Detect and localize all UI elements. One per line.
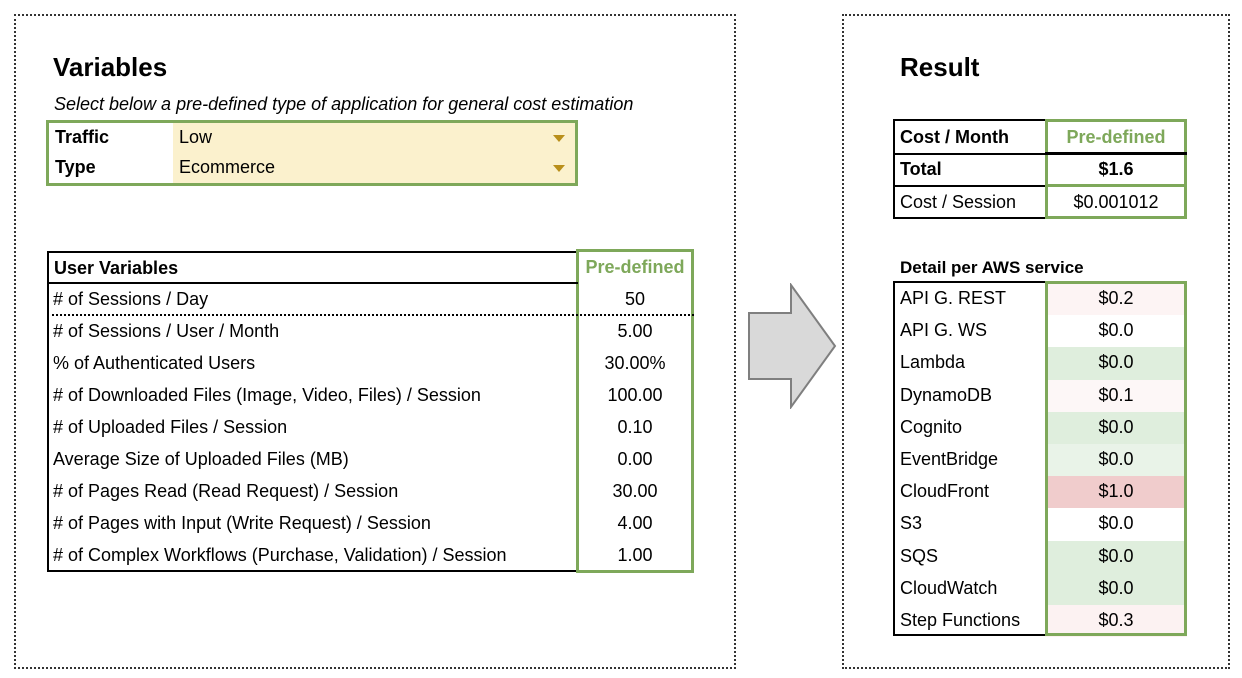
- cost-predefined-header: Pre-defined: [1066, 127, 1166, 147]
- service-cost: $0.0: [1098, 545, 1134, 566]
- user-variable-label: % of Authenticated Users: [53, 353, 256, 373]
- service-cost: $0.0: [1098, 320, 1134, 341]
- user-variable-value[interactable]: 0.10: [617, 417, 653, 437]
- application-selector: [46, 120, 578, 186]
- service-name: SQS: [900, 545, 939, 566]
- service-name: Lambda: [900, 352, 966, 373]
- user-variable-label: # of Sessions / User / Month: [53, 321, 280, 341]
- traffic-value: Low: [179, 127, 213, 147]
- user-variable-value[interactable]: 1.00: [617, 545, 653, 565]
- user-variable-label: # of Pages Read (Read Request) / Session: [53, 481, 399, 501]
- user-variable-label: Average Size of Uploaded Files (MB): [53, 449, 349, 469]
- row-divider: [893, 153, 1047, 155]
- service-name: API G. WS: [900, 320, 988, 341]
- traffic-row: [49, 123, 575, 153]
- aws-service-detail-table: [893, 281, 1187, 636]
- user-variable-label: # of Downloaded Files (Image, Video, Files) / Session: [53, 385, 481, 405]
- user-variable-value[interactable]: 30.00%: [604, 353, 666, 373]
- service-cost: $0.0: [1098, 416, 1134, 437]
- user-variable-value[interactable]: 30.00: [612, 481, 658, 501]
- row-divider: [1045, 152, 1187, 155]
- arrow-right-icon: [747, 283, 839, 409]
- total-label: Total: [900, 159, 942, 179]
- service-cost: $0.0: [1098, 577, 1134, 598]
- chevron-down-icon[interactable]: [553, 165, 565, 172]
- service-cost: $0.0: [1098, 352, 1134, 373]
- user-variable-value[interactable]: 50: [624, 289, 646, 309]
- type-value: Ecommerce: [179, 157, 276, 177]
- variables-subtitle: Select below a pre-defined type of application for general cost estimation: [54, 94, 634, 114]
- service-cost: $0.0: [1098, 513, 1134, 534]
- row-divider: [47, 314, 694, 316]
- total-value: $1.6: [1098, 159, 1134, 179]
- service-name-column: [893, 281, 1047, 636]
- service-cost: $0.3: [1098, 610, 1134, 630]
- user-variable-label: # of Sessions / Day: [53, 289, 209, 309]
- user-variable-value[interactable]: 100.00: [607, 385, 663, 405]
- user-variables-header: User Variables: [54, 258, 179, 278]
- service-cost: $0.1: [1098, 384, 1134, 405]
- service-cost: $0.2: [1098, 288, 1134, 308]
- cost-month-header: Cost / Month: [900, 127, 1009, 147]
- service-name: DynamoDB: [900, 384, 993, 405]
- chevron-down-icon[interactable]: [553, 135, 565, 142]
- service-name: EventBridge: [900, 449, 999, 469]
- traffic-label: Traffic: [55, 127, 110, 147]
- service-name: Step Functions: [900, 610, 1021, 630]
- cost-session-label: Cost / Session: [900, 192, 1017, 212]
- user-variable-value[interactable]: 0.00: [617, 449, 653, 469]
- service-cost: $1.0: [1098, 481, 1134, 502]
- row-divider: [1045, 184, 1187, 187]
- predefined-header: Pre-defined: [585, 257, 685, 277]
- service-name: API G. REST: [900, 288, 1007, 308]
- service-name: Cognito: [900, 416, 963, 437]
- traffic-dropdown[interactable]: [173, 123, 575, 153]
- service-name: CloudWatch: [900, 577, 998, 598]
- service-cost: $0.0: [1098, 449, 1134, 469]
- user-variable-label: # of Complex Workflows (Purchase, Validation) / Session: [53, 545, 507, 565]
- user-variable-value[interactable]: 4.00: [617, 513, 653, 533]
- type-row: [49, 153, 575, 183]
- result-title: Result: [900, 52, 980, 82]
- user-variable-label: # of Pages with Input (Write Request) / Session: [53, 513, 431, 533]
- row-divider: [893, 185, 1047, 187]
- user-variables-table: [47, 251, 695, 572]
- cost-session-value: $0.001012: [1073, 192, 1159, 212]
- service-cost-column: [1045, 281, 1187, 636]
- user-variable-value[interactable]: 5.00: [617, 321, 653, 341]
- cost-table: [893, 119, 1187, 219]
- user-variable-label: # of Uploaded Files / Session: [53, 417, 288, 437]
- detail-title: Detail per AWS service: [900, 258, 1084, 277]
- type-label: Type: [55, 157, 96, 177]
- service-name: S3: [900, 513, 923, 534]
- variables-title: Variables: [53, 52, 168, 82]
- header-divider: [47, 282, 578, 284]
- type-dropdown[interactable]: [173, 153, 575, 183]
- service-name: CloudFront: [900, 481, 990, 502]
